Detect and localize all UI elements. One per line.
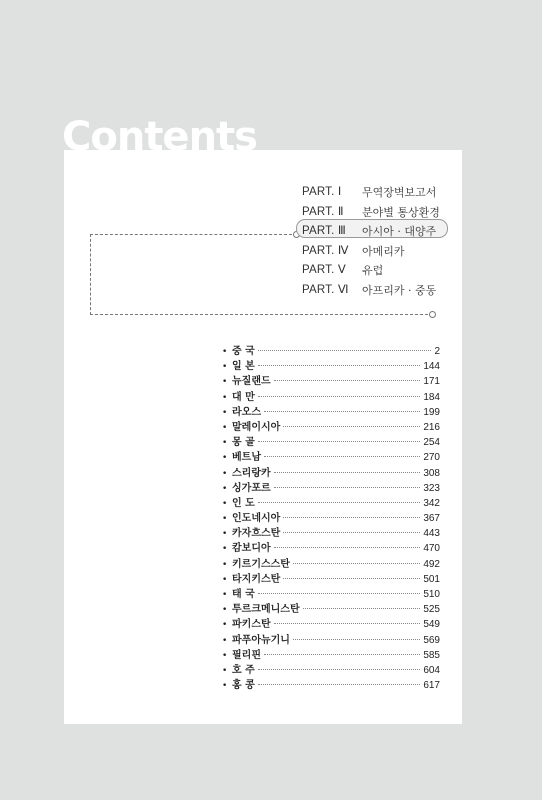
bullet-icon: • (222, 422, 228, 433)
toc-entry[interactable] (222, 570, 440, 585)
toc-entry-page: 323 (423, 482, 440, 494)
toc-entry[interactable] (222, 357, 440, 372)
toc-entry-name: 카자흐스탄 (232, 528, 281, 540)
toc-entry-page: 604 (423, 664, 440, 676)
dot-leader (258, 684, 421, 685)
part-name: 무역장벽보고서 (362, 186, 437, 199)
toc-entry[interactable] (222, 615, 440, 630)
toc-entry-page: 525 (423, 604, 440, 616)
bullet-icon: • (222, 620, 228, 631)
dot-leader (258, 396, 421, 397)
toc-entry[interactable] (222, 433, 440, 448)
bullet-icon: • (222, 483, 228, 494)
toc-entry-name: 호 주 (232, 664, 255, 676)
bullet-icon: • (222, 665, 228, 676)
dot-leader (283, 532, 420, 533)
dot-leader (258, 365, 421, 366)
toc-entry-name: 중 국 (232, 346, 255, 357)
dot-leader (258, 502, 421, 503)
toc-entry[interactable] (222, 676, 440, 691)
toc-entry-page: 549 (423, 619, 440, 631)
toc-entry-page: 308 (423, 467, 440, 479)
contents-page (64, 150, 462, 724)
dot-leader (293, 639, 420, 640)
toc-entry-name: 뉴질랜드 (232, 376, 271, 388)
part-label: PART. Ⅳ (302, 244, 349, 257)
toc-entry-page: 617 (423, 680, 440, 692)
dot-leader (274, 623, 421, 624)
toc-entry-page: 216 (423, 421, 440, 433)
bullet-icon: • (222, 529, 228, 540)
part-label: PART. Ⅱ (302, 205, 344, 218)
part-label: PART. Ⅲ (302, 225, 347, 237)
dot-leader (264, 456, 420, 457)
dot-leader (283, 426, 420, 427)
part-name: 유럽 (362, 264, 384, 277)
toc-entry[interactable] (222, 509, 440, 524)
dot-leader (264, 654, 420, 655)
bullet-icon: • (222, 650, 228, 661)
toc-entry-name: 대 만 (232, 391, 255, 403)
part-name: 아시아 · 대양주 (362, 225, 437, 238)
toc-entry-page: 342 (423, 497, 440, 509)
toc-entry-name: 투르크메니스탄 (232, 604, 300, 616)
toc-entry-name: 스리랑카 (232, 467, 271, 479)
toc-entry[interactable] (222, 539, 440, 554)
connector-bracket-top (90, 234, 292, 235)
toc-entry-name: 태 국 (232, 589, 255, 600)
toc-entry-page: 2 (434, 346, 440, 357)
toc-entry-page: 501 (423, 573, 440, 585)
toc-entry[interactable] (222, 479, 440, 494)
toc-entry[interactable] (222, 646, 440, 661)
bullet-icon: • (222, 392, 228, 403)
toc-entry[interactable] (222, 388, 440, 403)
toc-entry-page: 144 (423, 361, 440, 373)
dot-leader (274, 472, 421, 473)
toc-entry-page: 510 (423, 589, 440, 600)
toc-entry-page: 270 (423, 452, 440, 464)
toc-entry[interactable] (222, 418, 440, 433)
bullet-icon: • (222, 514, 228, 525)
toc-entry-page: 184 (423, 391, 440, 403)
toc-entry-name: 인도네시아 (232, 513, 281, 525)
toc-entry-name: 일 본 (232, 361, 255, 373)
bullet-icon: • (222, 407, 228, 418)
dot-leader (274, 547, 421, 548)
part-label: PART. Ⅵ (302, 283, 349, 296)
bullet-icon: • (222, 635, 228, 646)
bullet-icon: • (222, 362, 228, 373)
dot-leader (258, 441, 421, 442)
toc-entry[interactable] (222, 342, 440, 357)
part-label: PART. Ⅰ (302, 186, 342, 198)
bullet-icon: • (222, 498, 228, 509)
toc-entry[interactable] (222, 555, 440, 570)
toc-entry[interactable] (222, 661, 440, 676)
dot-leader (258, 593, 421, 594)
toc-entry[interactable] (222, 448, 440, 463)
dot-leader (283, 517, 420, 518)
dot-leader (274, 380, 421, 381)
toc-entry-page: 171 (423, 376, 440, 388)
part-name: 아메리카 (362, 244, 405, 258)
toc-entry[interactable] (222, 585, 440, 600)
toc-entry-page: 492 (423, 558, 440, 570)
toc-entry-name: 필리핀 (232, 649, 261, 661)
toc-entry-name: 베트남 (232, 452, 261, 464)
toc-entry[interactable] (222, 464, 440, 479)
toc-entry[interactable] (222, 494, 440, 509)
dot-leader (283, 578, 420, 579)
toc-list (222, 342, 440, 691)
bullet-icon: • (222, 544, 228, 555)
toc-entry-name: 타지키스탄 (232, 573, 281, 585)
toc-entry-name: 싱가포르 (232, 482, 271, 494)
bullet-icon: • (222, 605, 228, 616)
toc-entry[interactable] (222, 372, 440, 387)
toc-entry[interactable] (222, 403, 440, 418)
part-name: 아프리카 · 중동 (362, 283, 437, 297)
page-title: Contents (62, 114, 257, 160)
bullet-icon: • (222, 377, 228, 388)
toc-entry-name: 캄보디아 (232, 543, 271, 555)
bullet-icon: • (222, 590, 228, 600)
dot-leader (264, 411, 420, 412)
toc-entry-page: 254 (423, 437, 440, 449)
toc-entry-name: 파푸아뉴기니 (232, 634, 290, 646)
bullet-icon: • (222, 453, 228, 464)
bullet-icon: • (222, 438, 228, 449)
part-label: PART. Ⅴ (302, 264, 346, 276)
toc-entry-name: 파키스탄 (232, 619, 271, 631)
bullet-icon: • (222, 681, 228, 692)
toc-entry[interactable] (222, 524, 440, 539)
toc-entry-page: 367 (423, 513, 440, 525)
bullet-icon: • (222, 468, 228, 479)
dot-leader (258, 669, 421, 670)
dot-leader (274, 487, 421, 488)
toc-entry-name: 라오스 (232, 406, 261, 418)
toc-entry[interactable] (222, 631, 440, 646)
bullet-icon: • (222, 347, 228, 357)
toc-entry-name: 홍 콩 (232, 680, 255, 692)
toc-entry-page: 569 (423, 634, 440, 646)
part-name: 분야별 통상환경 (362, 205, 440, 219)
bullet-icon: • (222, 574, 228, 585)
dot-leader (293, 563, 420, 564)
toc-entry-name: 키르기스스탄 (232, 558, 290, 570)
toc-entry-name: 몽 골 (232, 437, 255, 449)
bullet-icon: • (222, 559, 228, 570)
toc-entry-name: 인 도 (232, 497, 255, 509)
dot-leader (258, 350, 432, 351)
toc-entry-page: 470 (423, 543, 440, 555)
toc-entry-page: 443 (423, 528, 440, 540)
toc-entry-name: 말레이시아 (232, 421, 281, 433)
toc-entry[interactable] (222, 600, 440, 615)
toc-entry-page: 199 (423, 406, 440, 418)
toc-entry-page: 585 (423, 649, 440, 661)
connector-dot-end (429, 311, 436, 318)
dot-leader (303, 608, 421, 609)
